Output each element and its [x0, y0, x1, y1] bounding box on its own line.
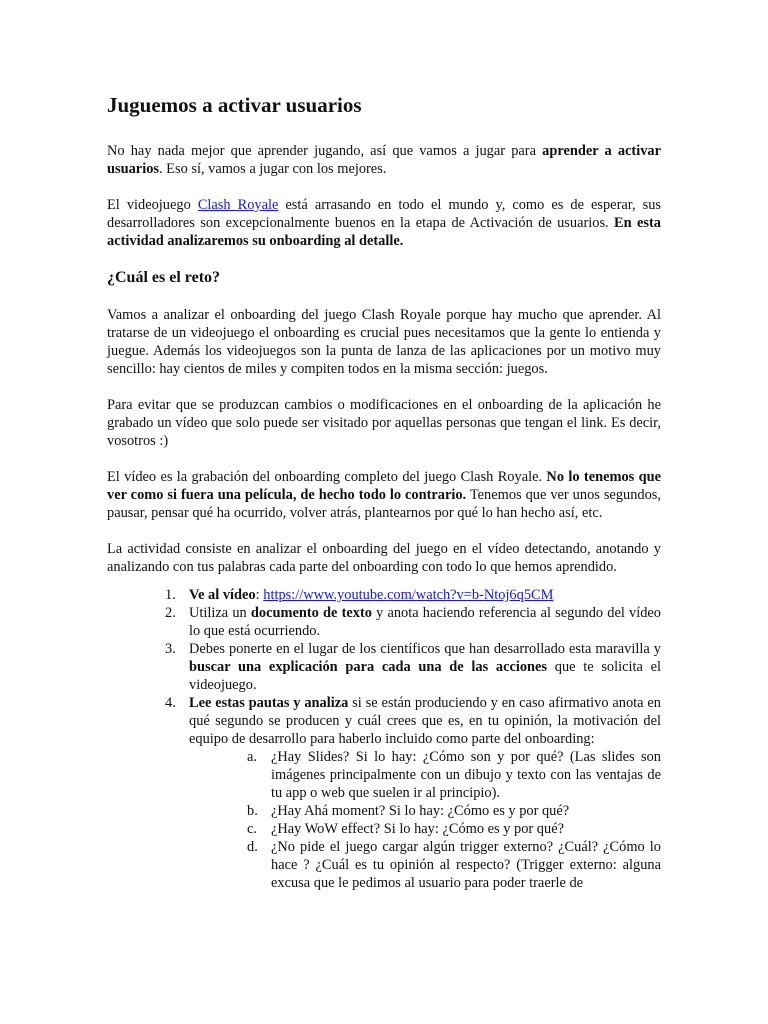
steps-list [107, 586, 661, 892]
clash-royale-link[interactable]: Clash Royale [197, 197, 279, 213]
substep-a-text: ¿Hay Slides? Si lo hay: ¿Cómo son y por qué? (Las slides son imágenes principalmente con un dibujo y texto con las ventajas de tu app o web que suelen ir al principio). [271, 749, 661, 801]
substep-letter: d. [247, 839, 258, 855]
para2-text-mid: está arrasando en todo el mundo y, como es de esperar, sus desarrolladores son excepcionalmente buenos en la etapa de Activación de usuarios. [107, 197, 661, 231]
step-3 [107, 640, 661, 694]
step-2-text: Utiliza un [189, 605, 251, 621]
step-2 [107, 604, 661, 640]
substep-a [189, 748, 661, 802]
section-heading-reto: ¿Cuál es el reto? [107, 269, 221, 286]
para5-text-end: Tenemos que ver unos segundos, pausar, pensar qué ha ocurrido, volver atrás, plantearnos por qué lo han hecho así, etc. [107, 487, 661, 521]
step-number: 2. [165, 605, 176, 621]
para5-text: El vídeo es la grabación del onboarding completo del juego Clash Royale. [107, 469, 547, 485]
step-1-bold: Ve al vídeo [189, 587, 256, 603]
step-3-text: Debes ponerte en el lugar de los científicos que han desarrollado esta maravilla y [189, 641, 661, 657]
youtube-video-link[interactable]: https://www.youtube.com/watch?v=b-Ntoj6q5CM [263, 587, 554, 603]
substep-letter: b. [247, 803, 258, 819]
step-number: 1. [165, 587, 176, 603]
substep-letter: c. [247, 821, 257, 837]
clash-royale-paragraph [107, 196, 661, 250]
substep-d-text: ¿No pide el juego cargar algún trigger externo? ¿Cuál? ¿Cómo lo hace ? ¿Cuál es tu opinión al respecto? (Trigger externo: alguna excusa que le pedimos al usuario para poder traerle de [271, 839, 661, 891]
step-2-text-end: y anota haciendo referencia al segundo del vídeo lo que está ocurriendo. [189, 605, 661, 639]
substep-c-text: ¿Hay WoW effect? Si lo hay: ¿Cómo es y por qué? [271, 821, 564, 837]
para2-text: El videojuego [107, 197, 198, 213]
video-paragraph: Para evitar que se produzcan cambios o modificaciones en el onboarding de la aplicación he grabado un vídeo que solo puede ser visitado por aquellas personas que tengan el link. Es decir, vosotros :) [107, 397, 661, 449]
intro-text-end: . Eso sí, vamos a jugar con los mejores. [158, 161, 387, 177]
page-title: Juguemos a activar usuarios [107, 93, 362, 117]
substeps-list [189, 748, 661, 892]
substep-c [189, 820, 661, 838]
step-4-bold: Lee estas pautas y analiza [189, 695, 349, 711]
step-4-text: si se están produciendo y en caso afirmativo anota en qué segundo se producen y cuál crees que es, en tu opinión, la motivación del equipo de desarrollo para haberlo incluido como parte del onboarding: [189, 695, 661, 747]
activity-paragraph: La actividad consiste en analizar el onboarding del juego en el vídeo detectando, anotando y analizando con tus palabras cada parte del onboarding con todo lo que hemos aprendido. [107, 541, 661, 575]
intro-bold: aprender a activar usuarios [107, 143, 661, 177]
analysis-paragraph: Vamos a analizar el onboarding del juego Clash Royale porque hay mucho que aprender. Al tratarse de un videojuego el onboarding es crucial pues necesitamos que la gente lo entienda y juegue. Además los videojuegos son la punta de lanza de las aplicaciones por un motivo muy sencillo: hay cientos de miles y compiten todos en la misma sección: juegos. [107, 307, 661, 377]
step-1 [107, 586, 661, 604]
step-number: 4. [165, 695, 176, 711]
substep-d [189, 838, 661, 892]
step-2-bold: documento de texto [250, 605, 372, 621]
para5-bold: No lo tenemos que ver como si fuera una película, de hecho todo lo contrario. [107, 469, 661, 503]
step-3-text-end: que te solicita el videojuego. [189, 659, 661, 693]
para2-bold: En esta actividad analizaremos su onboarding al detalle. [107, 215, 661, 249]
intro-text: No hay nada mejor que aprender jugando, así que vamos a jugar para [107, 143, 543, 159]
step-4 [107, 694, 661, 892]
step-number: 3. [165, 641, 176, 657]
substep-b-text: ¿Hay Ahá moment? Si lo hay: ¿Cómo es y por qué? [271, 803, 570, 819]
step-3-bold: buscar una explicación para cada una de las acciones [189, 659, 548, 675]
intro-paragraph [107, 142, 661, 178]
step-1-colon: : [255, 587, 264, 603]
substep-letter: a. [247, 749, 257, 765]
substep-b [189, 802, 661, 820]
video-recording-paragraph [107, 468, 661, 522]
